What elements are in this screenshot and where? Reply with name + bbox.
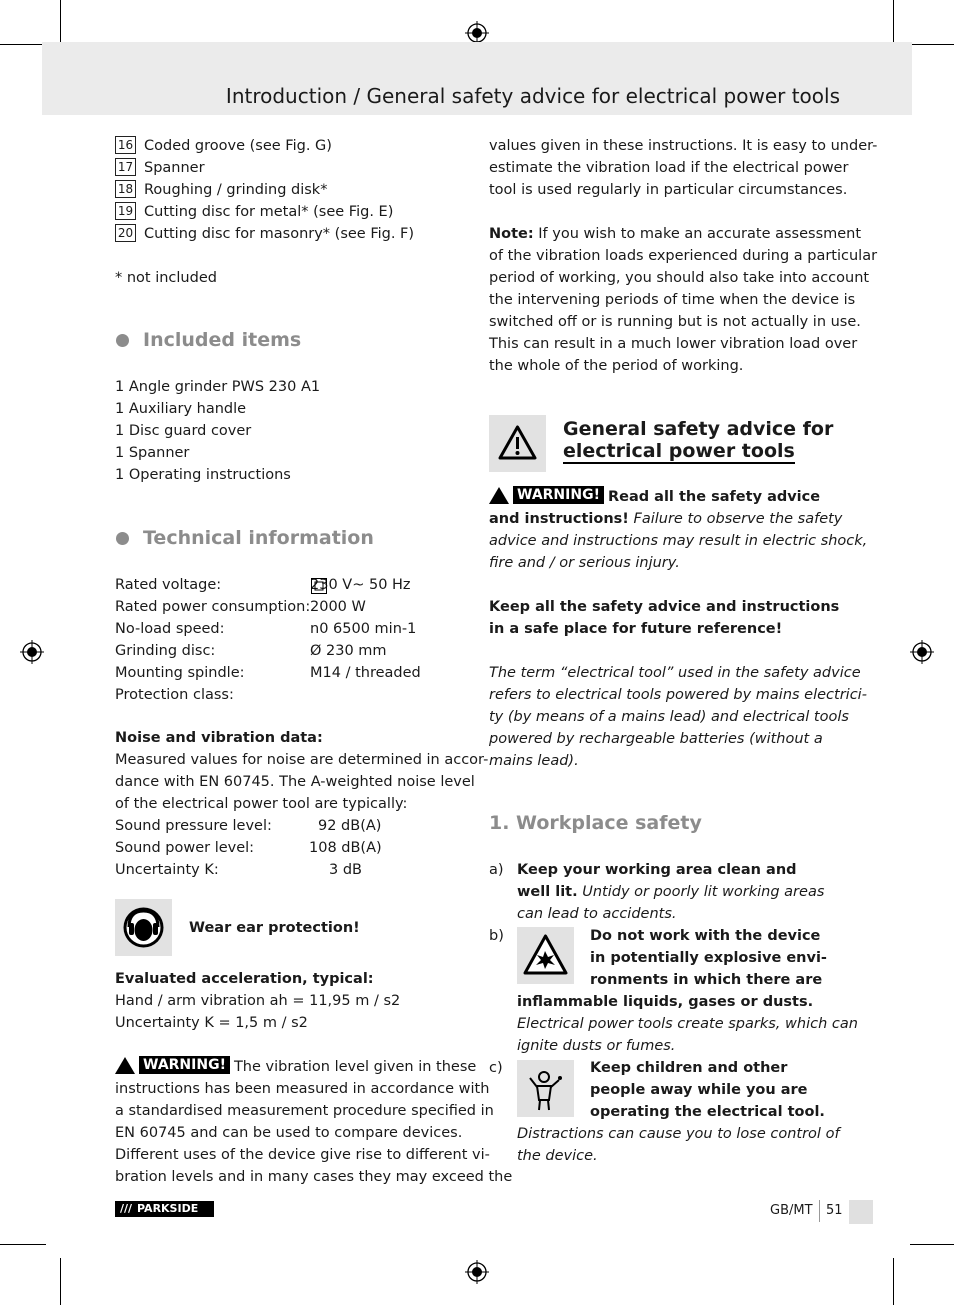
paragraph-line: Keep all the safety advice and instructions — [489, 599, 840, 615]
crop-mark — [893, 0, 894, 46]
crop-mark — [910, 1244, 954, 1245]
table-row: Rated voltage: 230 V~ 50 Hz — [115, 577, 411, 593]
warning-left: WARNING! The vibration level given in these instructions has been measured in accordance with a standardised measurement procedure specified in EN 60745 and can be used to compare devices. Different uses of the device give rise to different vi- bration levels and in many cases they may exceed the — [115, 1056, 512, 1188]
table-row: Sound pressure level: 92 dB(A) — [115, 818, 382, 834]
not-included-note: * not included — [115, 270, 217, 286]
warning-triangle-icon — [115, 1057, 135, 1074]
keep-children-away-icon — [517, 1060, 574, 1117]
footer-tab — [849, 1200, 873, 1224]
warning-right: WARNING! Read all the safety advice and instructions! Failure to observe the safety advice and instructions may result in electric shock, fire and / or serious injury. — [489, 486, 867, 574]
general-safety-title — [563, 418, 833, 464]
section-bullet — [116, 334, 129, 347]
general-safety-title-line: General safety advice for — [563, 418, 834, 440]
acceleration-section — [115, 968, 400, 1034]
registration-mark-icon — [910, 640, 934, 664]
warning-triangle-icon — [489, 415, 546, 472]
crop-mark — [893, 1258, 894, 1305]
general-safety-icon-box — [489, 415, 546, 472]
uncertainty: Uncertainty K = 1,5 m / s2 — [115, 1015, 308, 1031]
paragraph-line: advice and instructions may result in electric shock, — [489, 533, 868, 549]
registration-mark-icon — [465, 1260, 489, 1284]
table-row: Uncertainty K: 3 dB — [115, 862, 362, 878]
hand-arm-vibration: Hand / arm vibration ah = 11,95 m / s2 — [115, 993, 401, 1009]
table-row: No-load speed: n0 6500 min-1 — [115, 621, 417, 637]
list-item: 16 Coded groove (see Fig. G) — [115, 135, 414, 157]
paragraph-line: powered by rechargeable batteries (without a — [489, 731, 823, 747]
page-number: 51 — [826, 1203, 843, 1218]
warning-triangle-icon — [489, 487, 509, 504]
paragraph-line: ty (by means of a mains lead) and electrical tools — [489, 709, 849, 725]
explosion-icon-box — [517, 927, 574, 984]
general-safety-title-line: electrical power tools — [563, 440, 795, 462]
parts-list — [115, 135, 414, 245]
term-definition — [489, 662, 867, 772]
crop-mark — [910, 44, 954, 45]
workplace-item-c-italic: Distractions can cause you to lose control of the device. — [517, 1126, 840, 1164]
warning-label: WARNING! — [139, 1056, 230, 1074]
crop-mark — [60, 0, 61, 46]
paragraph-line: estimate the vibration load if the electrical power — [489, 160, 849, 176]
list-item: 1 Auxiliary handle — [115, 401, 247, 417]
footer-locale: GB/MT — [770, 1203, 813, 1218]
crop-mark — [0, 44, 46, 45]
paragraph-line: refers to electrical tools powered by mains electrici- — [489, 687, 867, 703]
noise-section — [115, 727, 488, 881]
list-item: 17 Spanner — [115, 157, 414, 179]
list-item: 1 Operating instructions — [115, 467, 291, 483]
paragraph-line: period of working, you should also take into account — [489, 270, 870, 286]
children-icon-box — [517, 1060, 574, 1117]
acceleration-heading: Evaluated acceleration, typical: — [115, 971, 374, 987]
table-row: Mounting spindle: M14 / threaded — [115, 665, 421, 681]
explosion-hazard-icon — [517, 927, 574, 984]
list-item: 1 Disc guard cover — [115, 423, 252, 439]
footer-divider — [819, 1200, 820, 1222]
technical-information-title: Technical information — [143, 527, 374, 549]
workplace-item-b-top: Do not work with the device in potentially explosive envi- ronments in which there are — [590, 928, 827, 988]
paragraph-line: This can result in a much lower vibration load over — [489, 336, 858, 352]
paragraph-line: instructions has been measured in accordance with — [115, 1081, 490, 1097]
paragraph-line: of the electrical power tool are typically: — [115, 796, 408, 812]
paragraph-line: tool is used regularly in particular circumstances. — [489, 182, 848, 198]
list-item: 20 Cutting disc for masonry* (see Fig. F) — [115, 223, 414, 245]
protection-class-ii-icon — [311, 578, 327, 594]
paragraph-line: Measured values for noise are determined in accor- — [115, 752, 489, 768]
ear-protection-icon — [115, 899, 172, 956]
registration-mark-icon — [20, 640, 44, 664]
item-letter: c) — [489, 1060, 503, 1076]
paragraph-line: Different uses of the device give rise to different vi- — [115, 1147, 490, 1163]
paragraph-line: in a safe place for future reference! — [489, 621, 783, 637]
workplace-safety-title: 1. Workplace safety — [489, 812, 702, 834]
item-letter: a) — [489, 862, 504, 878]
note-section: Note: If you wish to make an accurate assessment of the vibration loads experienced during a particular period of working, you should also take into account the intervening periods of time when the device is switched off or is running but is not actually in use. This can result in a much lower vibration load over the whole of the period of working. — [489, 223, 877, 377]
item-letter: b) — [489, 928, 504, 944]
table-row: Grinding disc: Ø 230 mm — [115, 643, 387, 659]
paragraph-line: dance with EN 60745. The A-weighted noise level — [115, 774, 475, 790]
page-title: Introduction / General safety advice for electrical power tools — [225, 84, 840, 108]
parkside-logo: /// PARKSIDE — [115, 1201, 214, 1217]
ear-protection-icon-box — [115, 899, 172, 956]
paragraph-line: EN 60745 and can be used to compare devices. — [115, 1125, 463, 1141]
list-item: 1 Angle grinder PWS 230 A1 — [115, 379, 321, 395]
technical-table — [115, 574, 421, 706]
crop-mark — [60, 1258, 61, 1305]
right-intro — [489, 135, 877, 201]
crop-mark — [0, 1244, 46, 1245]
workplace-item-c: Keep children and other people away while you are operating the electrical tool. — [590, 1060, 825, 1120]
ear-protection-text: Wear ear protection! — [189, 920, 360, 936]
included-items-title: Included items — [143, 329, 302, 351]
list-item: 18 Roughing / grinding disk* — [115, 179, 414, 201]
table-row: Sound power level: 108 dB(A) — [115, 840, 382, 856]
paragraph-line: fire and / or serious injury. — [489, 555, 680, 571]
paragraph-line: bration levels and in many cases they may exceed the — [115, 1169, 513, 1185]
table-row: Protection class: — [115, 684, 310, 706]
warning-label: WARNING! — [513, 486, 604, 504]
paragraph-line: the intervening periods of time when the device is — [489, 292, 856, 308]
table-row: Rated power consumption: 2000 W — [115, 599, 366, 615]
paragraph-line: The term “electrical tool” used in the safety advice — [489, 665, 861, 681]
note-label: Note: — [489, 226, 534, 242]
included-items-list — [115, 376, 320, 486]
paragraph-line: mains lead). — [489, 753, 579, 769]
noise-heading: Noise and vibration data: — [115, 730, 323, 746]
list-item: 19 Cutting disc for metal* (see Fig. E) — [115, 201, 414, 223]
paragraph-line: of the vibration loads experienced during a particular — [489, 248, 878, 264]
paragraph-line: values given in these instructions. It is easy to under- — [489, 138, 878, 154]
list-item: 1 Spanner — [115, 445, 190, 461]
workplace-item-a: Keep your working area clean and well lit. Untidy or poorly lit working areas can lead to accidents. — [517, 862, 825, 922]
paragraph-line: switched off or is running but is not actually in use. — [489, 314, 861, 330]
workplace-item-b-bottom: inflammable liquids, gases or dusts. Electrical power tools create sparks, which can ignite dusts or fumes. — [517, 994, 858, 1054]
keep-advice — [489, 596, 839, 640]
section-bullet — [116, 532, 129, 545]
paragraph-line: a standardised measurement procedure specified in — [115, 1103, 494, 1119]
paragraph-line: the whole of the period of working. — [489, 358, 744, 374]
